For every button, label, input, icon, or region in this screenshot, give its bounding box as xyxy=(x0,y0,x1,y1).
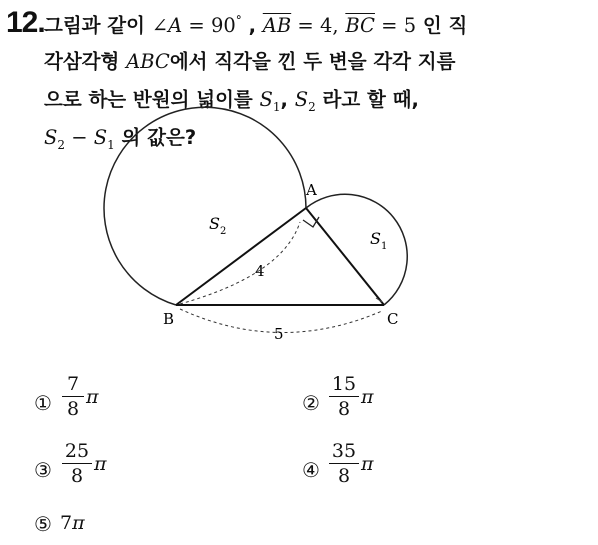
denominator: 8 xyxy=(66,398,80,420)
segment-BC: $\overline{BC}$ xyxy=(345,14,375,37)
var-S1: S xyxy=(259,88,273,111)
numerator: 15 xyxy=(329,372,359,397)
eq-90: = 90 xyxy=(182,14,236,37)
angle-symbol: ∠ xyxy=(151,14,169,37)
choice-2-mark[interactable]: ② xyxy=(302,391,320,415)
semicircle-AB xyxy=(104,107,306,305)
denominator: 8 xyxy=(337,465,351,487)
question-number: 12. xyxy=(6,6,45,39)
side-AC xyxy=(306,208,384,305)
denominator: 8 xyxy=(337,398,351,420)
label-B: B xyxy=(163,310,175,328)
choice-3-fraction[interactable] xyxy=(62,439,92,488)
label-length-4: 4 xyxy=(255,262,265,280)
pi-symbol: π xyxy=(86,386,99,408)
text: 각삼각형 xyxy=(44,50,127,73)
label-length-5: 5 xyxy=(274,325,284,343)
pi-symbol: π xyxy=(361,386,374,408)
label-S2-sub: 2 xyxy=(220,226,227,237)
numerator: 25 xyxy=(62,439,92,464)
text: 인 직 xyxy=(416,14,468,37)
label-S1: S xyxy=(370,229,381,248)
denominator: 8 xyxy=(70,465,84,487)
label-S1-sub: 1 xyxy=(381,241,388,252)
pi-symbol: π xyxy=(72,512,85,534)
eq-5: = 5 xyxy=(374,14,417,37)
choice-3-mark[interactable]: ③ xyxy=(34,458,52,482)
eq-4: = 4, xyxy=(291,14,339,37)
sub-1: 1 xyxy=(107,137,115,152)
pi-symbol: π xyxy=(361,453,374,475)
choice-1-fraction[interactable] xyxy=(62,372,84,421)
degree: ° xyxy=(235,13,242,28)
var-S1: S xyxy=(93,126,108,149)
sub-2: 2 xyxy=(308,99,316,114)
numerator: 7 xyxy=(62,372,84,397)
sub-1: 1 xyxy=(272,99,281,114)
choice-4-fraction[interactable] xyxy=(329,439,359,488)
choice-5-value[interactable] xyxy=(60,512,85,534)
choice-5-mark[interactable]: ⑤ xyxy=(34,512,52,536)
numerator: 35 xyxy=(329,439,359,464)
side-AB xyxy=(176,208,306,305)
text: 의 값은? xyxy=(114,126,197,149)
var-S2: S xyxy=(44,126,58,149)
var-S2: S xyxy=(294,88,309,111)
label-S2: S xyxy=(209,214,220,233)
choice-4-mark[interactable]: ④ xyxy=(302,458,320,482)
minus: − xyxy=(65,126,94,149)
text: 그림과 같이 xyxy=(44,14,145,37)
text: 라고 할 때, xyxy=(315,88,419,111)
value: 7 xyxy=(60,512,73,534)
triangle-ABC: ABC xyxy=(126,50,170,73)
semicircle-AC xyxy=(306,194,407,305)
pi-symbol: π xyxy=(94,453,107,475)
right-angle-mark xyxy=(303,217,319,227)
text: 에서 직각을 낀 두 변을 각각 지름 xyxy=(169,50,456,73)
choice-1-mark[interactable]: ① xyxy=(34,391,52,415)
comma: , xyxy=(280,88,295,111)
choice-2-fraction[interactable] xyxy=(329,372,359,421)
sub-2: 2 xyxy=(57,137,65,152)
text: 으로 하는 반원의 넓이를 xyxy=(44,88,260,111)
segment-AB: $\overline{AB}$ xyxy=(262,14,292,37)
label-A: A xyxy=(306,181,317,199)
label-C: C xyxy=(387,310,399,328)
comma: , xyxy=(241,14,256,37)
var-A: A xyxy=(168,14,183,37)
length-marker-AB xyxy=(180,222,300,304)
